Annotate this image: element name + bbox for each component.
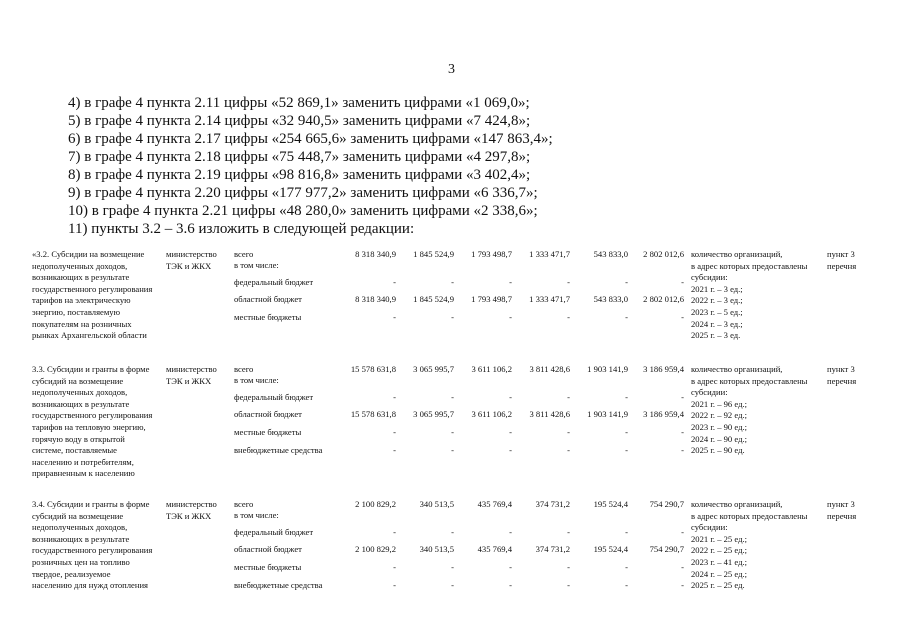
funding-value: - [567, 527, 570, 537]
funding-value: - [625, 392, 628, 402]
funding-value: 1 793 498,7 [471, 249, 512, 259]
measure-name-line: государственного регулирования [32, 283, 153, 294]
funding-value: - [451, 580, 454, 590]
funding-source-row [32, 312, 692, 324]
funding-value: 543 833,0 [593, 294, 628, 304]
funding-value: - [509, 562, 512, 572]
measure-name-line: 3.4. Субсидии и гранты в форме [32, 499, 150, 509]
funding-value: - [451, 277, 454, 287]
funding-value: - [567, 392, 570, 402]
funding-value: 1 903 141,9 [587, 409, 628, 419]
responsible-executor-line: министерство [166, 364, 217, 374]
funding-source-label: областной бюджет [234, 409, 302, 419]
funding-value: - [681, 580, 684, 590]
measure-name-line: субсидий на возмещение [32, 375, 124, 386]
responsible-executor-line: министерство [166, 249, 217, 259]
measure-name-line: «3.2. Субсидии на возмещение [32, 249, 145, 259]
funding-value: - [567, 562, 570, 572]
funding-value: 754 290,7 [649, 499, 684, 509]
measure-name-line: розничных цен на топливо [32, 556, 130, 567]
funding-value: - [625, 580, 628, 590]
result-indicator-line: субсидии: [691, 272, 728, 283]
result-indicator-line: 2025 г. – 90 ед. [691, 445, 745, 456]
result-indicator-line: 2021 г. – 96 ед.; [691, 398, 747, 409]
funding-value: 2 802 012,6 [643, 249, 684, 259]
funding-source-row [32, 260, 692, 272]
funding-value: 8 318 340,9 [355, 294, 396, 304]
funding-value: 340 513,5 [419, 499, 454, 509]
funding-value: - [625, 277, 628, 287]
result-indicator-line: 2021 г. – 3 ед.; [691, 283, 743, 294]
funding-value: - [681, 445, 684, 455]
result-indicator-line: 2025 г. – 25 ед. [691, 580, 745, 591]
funding-value: 754 290,7 [649, 544, 684, 554]
page-number: 3 [448, 62, 455, 77]
responsible-executor-line: ТЭК и ЖКХ [166, 510, 212, 521]
funding-value: 3 611 106,2 [471, 364, 512, 374]
result-indicator-line: в адрес которых предоставлены [691, 375, 808, 386]
funding-source-row [32, 277, 692, 289]
measure-name-line: государственного регулирования [32, 410, 153, 421]
funding-value: - [567, 427, 570, 437]
funding-value: - [625, 427, 628, 437]
funding-value: - [393, 427, 396, 437]
funding-value: - [509, 580, 512, 590]
funding-source-row [32, 392, 692, 404]
result-indicator [691, 499, 821, 592]
funding-value: - [393, 445, 396, 455]
funding-source-row [32, 510, 692, 522]
funding-value: - [509, 392, 512, 402]
funding-value: - [393, 527, 396, 537]
funding-value: 3 186 959,4 [643, 409, 684, 419]
funding-value: - [681, 427, 684, 437]
funding-value: - [451, 392, 454, 402]
funding-value: - [451, 445, 454, 455]
funding-value: 1 903 141,9 [587, 364, 628, 374]
funding-source-label: областной бюджет [234, 294, 302, 304]
funding-source-label: в том числе: [234, 510, 279, 520]
funding-source-label: местные бюджеты [234, 312, 302, 322]
measure-name-line: горячую воду в открытой [32, 433, 125, 444]
responsible-executor-line: ТЭК и ЖКХ [166, 375, 212, 386]
funding-value: 3 811 428,6 [529, 409, 570, 419]
funding-value: - [567, 580, 570, 590]
measure-name-line: населению и потребителям, [32, 456, 134, 467]
funding-source-label: областной бюджет [234, 544, 302, 554]
funding-value: - [625, 312, 628, 322]
measure-name-line: покупателям на розничных [32, 318, 132, 329]
funding-value: - [451, 312, 454, 322]
funding-value: - [393, 580, 396, 590]
funding-value: - [451, 562, 454, 572]
funding-value: - [451, 527, 454, 537]
amendments-list [68, 94, 868, 238]
amendment-line: 11) пункты 3.2 – 3.6 изложить в следующей редакции: [68, 221, 415, 237]
funding-value: - [567, 312, 570, 322]
funding-value: 1 793 498,7 [471, 294, 512, 304]
funding-value: 1 845 524,9 [413, 249, 454, 259]
measure-name-line: твердое, реализуемое [32, 568, 111, 579]
result-indicator-line: 2024 г. – 90 ед.; [691, 433, 747, 444]
measure-name-line: возникающих в результате [32, 272, 130, 283]
funding-value: - [567, 445, 570, 455]
funding-value: 195 524,4 [593, 499, 628, 509]
result-indicator-line: 2023 г. – 90 ед.; [691, 421, 747, 432]
funding-source-row [32, 427, 692, 439]
funding-source-label: местные бюджеты [234, 562, 302, 572]
measure-name-line: приравненным к населению [32, 468, 135, 479]
funding-source-label: всего [234, 249, 254, 259]
result-indicator-line: в адрес которых предоставлены [691, 510, 808, 521]
reference-note-line: пункт 3 [827, 249, 855, 259]
funding-value: - [393, 277, 396, 287]
funding-value: - [681, 277, 684, 287]
reference-note-line: перечня [827, 510, 857, 521]
responsible-executor-line: ТЭК и ЖКХ [166, 260, 212, 271]
result-indicator-line: 2022 г. – 25 ед.; [691, 545, 747, 556]
funding-value: - [509, 445, 512, 455]
amendment-line: 5) в графе 4 пункта 2.14 цифры «32 940,5» заменить цифрами «7 424,8»; [68, 113, 531, 129]
result-indicator [691, 364, 821, 457]
result-indicator-line: 2025 г. – 3 ед. [691, 330, 741, 341]
funding-value: 15 578 631,8 [350, 364, 396, 374]
amendment-line: 7) в графе 4 пункта 2.18 цифры «75 448,7» заменить цифрами «4 297,8»; [68, 149, 531, 165]
funding-source-label: в том числе: [234, 260, 279, 270]
funding-source-label: всего [234, 364, 254, 374]
funding-source-row [32, 445, 692, 457]
result-indicator-line: в адрес которых предоставлены [691, 260, 808, 271]
funding-source-label: внебюджетные средства [234, 580, 323, 590]
funding-value: - [625, 527, 628, 537]
funding-value: 3 065 995,7 [413, 409, 454, 419]
funding-value: - [681, 392, 684, 402]
measure-name-line: субсидий на возмещение [32, 510, 124, 521]
reference-note-line: перечня [827, 260, 857, 271]
funding-source-row [32, 544, 692, 556]
funding-source-label: в том числе: [234, 375, 279, 385]
result-indicator-line: 2023 г. – 41 ед.; [691, 556, 747, 567]
funding-value: - [681, 562, 684, 572]
funding-value: 2 100 829,2 [355, 544, 396, 554]
funding-value: 195 524,4 [593, 544, 628, 554]
measure-name-line: возникающих в результате [32, 398, 130, 409]
funding-value: - [393, 392, 396, 402]
amendment-line: 4) в графе 4 пункта 2.11 цифры «52 869,1» заменить цифрами «1 069,0»; [68, 95, 530, 111]
result-indicator-line: количество организаций, [691, 499, 783, 509]
measure-name-line: тарифов на тепловую энергию, [32, 421, 146, 432]
funding-source-label: федеральный бюджет [234, 527, 314, 537]
result-indicator-line: субсидии: [691, 522, 728, 533]
result-indicator-line: субсидии: [691, 387, 728, 398]
funding-value: - [625, 445, 628, 455]
reference-note-line: пункт 3 [827, 364, 855, 374]
measure-name-line: рынках Архангельской области [32, 330, 147, 341]
funding-value: 2 100 829,2 [355, 499, 396, 509]
reference-note-line: пункт 3 [827, 499, 855, 509]
amendment-line: 8) в графе 4 пункта 2.19 цифры «98 816,8» заменить цифрами «3 402,4»; [68, 167, 531, 183]
result-indicator-line: количество организаций, [691, 364, 783, 374]
funding-value: 374 731,2 [535, 544, 570, 554]
measure-name-line: недополученных доходов, [32, 522, 128, 533]
measure-name-line: недополученных доходов, [32, 260, 128, 271]
funding-value: 8 318 340,9 [355, 249, 396, 259]
result-indicator [691, 249, 821, 342]
measure-name-line: системе, поставляемые [32, 445, 117, 456]
funding-value: - [567, 277, 570, 287]
funding-value: 435 769,4 [477, 544, 512, 554]
funding-value: - [509, 527, 512, 537]
measure-name-line: тарифов на электрическую [32, 295, 131, 306]
funding-source-row [32, 294, 692, 306]
funding-value: 374 731,2 [535, 499, 570, 509]
funding-source-row [32, 527, 692, 539]
measure-name-line: 3.3. Субсидии и гранты в форме [32, 364, 150, 374]
reference-note [827, 249, 877, 272]
funding-value: - [451, 427, 454, 437]
reference-note-line: перечня [827, 375, 857, 386]
funding-value: 3 065 995,7 [413, 364, 454, 374]
funding-value: 435 769,4 [477, 499, 512, 509]
funding-value: - [681, 312, 684, 322]
result-indicator-line: 2022 г. – 92 ед.; [691, 410, 747, 421]
funding-source-label: внебюджетные средства [234, 445, 323, 455]
responsible-executor-line: министерство [166, 499, 217, 509]
funding-value: - [509, 312, 512, 322]
funding-value: 1 333 471,7 [529, 294, 570, 304]
result-indicator-line: 2021 г. – 25 ед.; [691, 533, 747, 544]
funding-value: 3 811 428,6 [529, 364, 570, 374]
funding-value: 543 833,0 [593, 249, 628, 259]
result-indicator-line: количество организаций, [691, 249, 783, 259]
measure-name-line: государственного регулирования [32, 545, 153, 556]
funding-source-row [32, 375, 692, 387]
funding-value: 3 186 959,4 [643, 364, 684, 374]
measure-name-line: населению для нужд отопления [32, 580, 148, 591]
funding-source-row [32, 562, 692, 574]
funding-source-label: федеральный бюджет [234, 392, 314, 402]
funding-value: - [681, 527, 684, 537]
funding-value: - [509, 277, 512, 287]
amendment-line: 10) в графе 4 пункта 2.21 цифры «48 280,0» заменить цифрами «2 338,6»; [68, 203, 538, 219]
amendment-line: 6) в графе 4 пункта 2.17 цифры «254 665,6» заменить цифрами «147 863,4»; [68, 131, 553, 147]
funding-source-label: местные бюджеты [234, 427, 302, 437]
amendment-line: 9) в графе 4 пункта 2.20 цифры «177 977,2» заменить цифрами «6 336,7»; [68, 185, 538, 201]
result-indicator-line: 2024 г. – 3 ед.; [691, 318, 743, 329]
funding-value: - [393, 562, 396, 572]
funding-value: 15 578 631,8 [350, 409, 396, 419]
funding-value: 1 333 471,7 [529, 249, 570, 259]
funding-value: 2 802 012,6 [643, 294, 684, 304]
measure-name-line: возникающих в результате [32, 533, 130, 544]
funding-source-label: федеральный бюджет [234, 277, 314, 287]
funding-source-label: всего [234, 499, 254, 509]
funding-value: - [393, 312, 396, 322]
funding-value: 3 611 106,2 [471, 409, 512, 419]
funding-value: - [509, 427, 512, 437]
measure-name-line: энергию, поставляемую [32, 306, 120, 317]
funding-source-row [32, 580, 692, 592]
result-indicator-line: 2024 г. – 25 ед.; [691, 568, 747, 579]
funding-value: 340 513,5 [419, 544, 454, 554]
funding-source-row [32, 409, 692, 421]
result-indicator-line: 2023 г. – 5 ед.; [691, 306, 743, 317]
funding-value: 1 845 524,9 [413, 294, 454, 304]
funding-value: - [625, 562, 628, 572]
result-indicator-line: 2022 г. – 3 ед.; [691, 295, 743, 306]
measure-name-line: недополученных доходов, [32, 387, 128, 398]
reference-note [827, 364, 877, 387]
reference-note [827, 499, 877, 522]
